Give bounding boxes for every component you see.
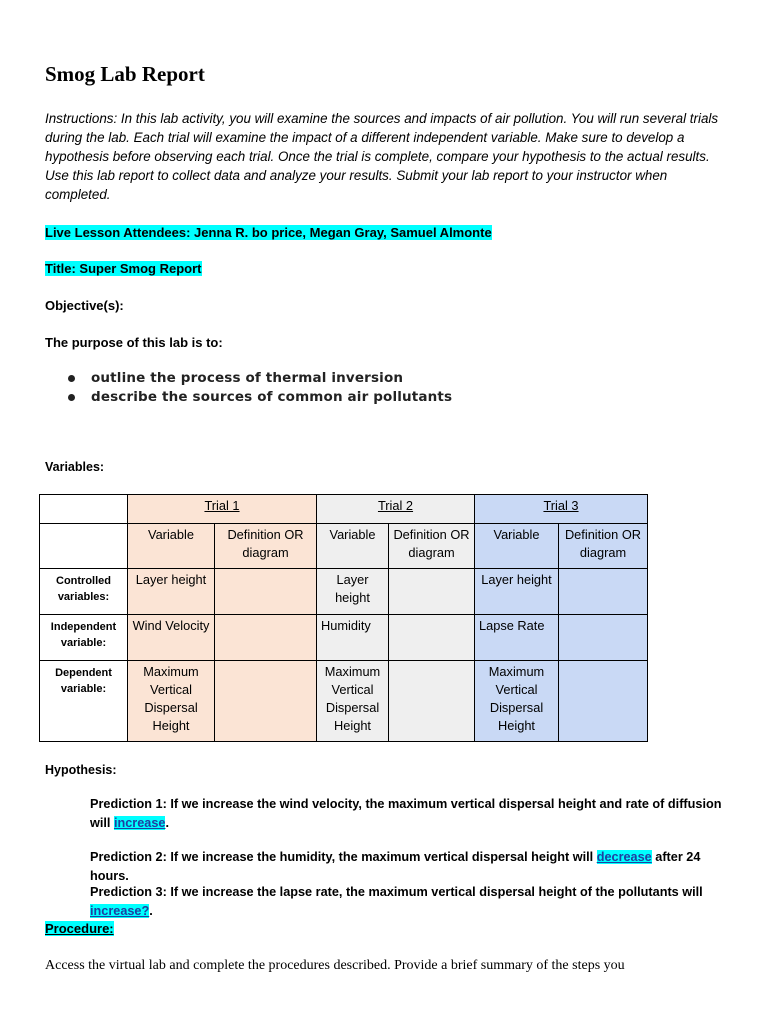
row-header: Controlled variables: xyxy=(40,569,128,615)
table-row xyxy=(40,661,648,742)
instructions-text: Instructions: In this lab activity, you will examine the sources and impacts of air pollution. You will run several trials during the lab. Each trial will examine the impact of a different independent variable. Make sure to develop a hypothesis before observing each trial. Once the trial is complete, compare your hypothesis to the actual results. Use this lab report to collect data and analyze your results. Submit your lab report to your instructor when completed. xyxy=(45,111,719,202)
report-title-line xyxy=(45,259,202,278)
bullet-icon xyxy=(68,375,75,382)
table-cell-empty xyxy=(389,615,475,661)
table-cell-empty xyxy=(40,495,128,524)
table-cell-empty xyxy=(215,661,317,742)
table-cell: Layer height xyxy=(475,569,559,615)
procedure-heading xyxy=(45,919,114,938)
table-row xyxy=(40,495,648,524)
prediction-3: Prediction 3: If we increase the lapse rate, the maximum vertical dispersal height of the pollutants will increase?. xyxy=(90,885,703,918)
hypothesis-heading: Hypothesis: xyxy=(45,763,117,777)
table-cell: Maximum Vertical Dispersal Height xyxy=(317,661,389,742)
objectives-list xyxy=(68,369,452,407)
column-header: Variable xyxy=(475,524,559,569)
table-cell-empty xyxy=(559,615,648,661)
trial-3-header: Trial 3 xyxy=(475,495,648,524)
column-header: Definition OR diagram xyxy=(215,524,317,569)
attendees-line xyxy=(45,223,492,242)
table-cell: Layer height xyxy=(128,569,215,615)
table-cell-empty xyxy=(40,524,128,569)
table-cell-empty xyxy=(559,569,648,615)
prediction-1: Prediction 1: If we increase the wind velocity, the maximum vertical dispersal height and rate of diffusion will increase. xyxy=(90,797,722,830)
row-header: Dependent variable: xyxy=(40,661,128,742)
attendees-text: Live Lesson Attendees: Jenna R. bo price, Megan Gray, Samuel Almonte xyxy=(45,225,492,240)
procedure-label: Procedure: xyxy=(45,921,114,936)
table-cell-empty xyxy=(389,661,475,742)
objective-item: outline the process of thermal inversion xyxy=(68,369,452,388)
trial-1-header: Trial 1 xyxy=(128,495,317,524)
table-row xyxy=(40,615,648,661)
prediction-2: Prediction 2: If we increase the humidity, the maximum vertical dispersal height will decrease after 24 hours. xyxy=(90,850,701,883)
column-header: Variable xyxy=(128,524,215,569)
variables-heading: Variables: xyxy=(45,460,105,474)
table-cell: Humidity xyxy=(317,615,389,661)
table-cell-empty xyxy=(215,615,317,661)
column-header: Definition OR diagram xyxy=(389,524,475,569)
row-header: Independent variable: xyxy=(40,615,128,661)
table-cell: Wind Velocity xyxy=(128,615,215,661)
prediction-1-highlight: increase xyxy=(113,816,166,830)
table-cell-empty xyxy=(215,569,317,615)
table-cell: Maximum Vertical Dispersal Height xyxy=(475,661,559,742)
prediction-3-highlight: increase? xyxy=(90,904,150,918)
trial-2-header: Trial 2 xyxy=(317,495,475,524)
prediction-2-highlight: decrease xyxy=(596,850,652,864)
report-title-text: Title: Super Smog Report xyxy=(45,261,202,276)
objectives-heading: Objective(s): xyxy=(45,298,124,313)
table-cell: Layer height xyxy=(317,569,389,615)
bullet-icon xyxy=(68,394,75,401)
table-row xyxy=(40,524,648,569)
table-row xyxy=(40,569,648,615)
table-cell-empty xyxy=(389,569,475,615)
table-cell: Lapse Rate xyxy=(475,615,559,661)
column-header: Variable xyxy=(317,524,389,569)
table-cell-empty xyxy=(559,661,648,742)
variables-table xyxy=(39,494,648,742)
objective-item: describe the sources of common air pollutants xyxy=(68,388,452,407)
page-title: Smog Lab Report xyxy=(45,62,205,86)
column-header: Definition OR diagram xyxy=(559,524,648,569)
procedure-text: Access the virtual lab and complete the procedures described. Provide a brief summary of the steps you xyxy=(45,958,625,973)
table-cell: Maximum Vertical Dispersal Height xyxy=(128,661,215,742)
purpose-heading: The purpose of this lab is to: xyxy=(45,335,223,350)
